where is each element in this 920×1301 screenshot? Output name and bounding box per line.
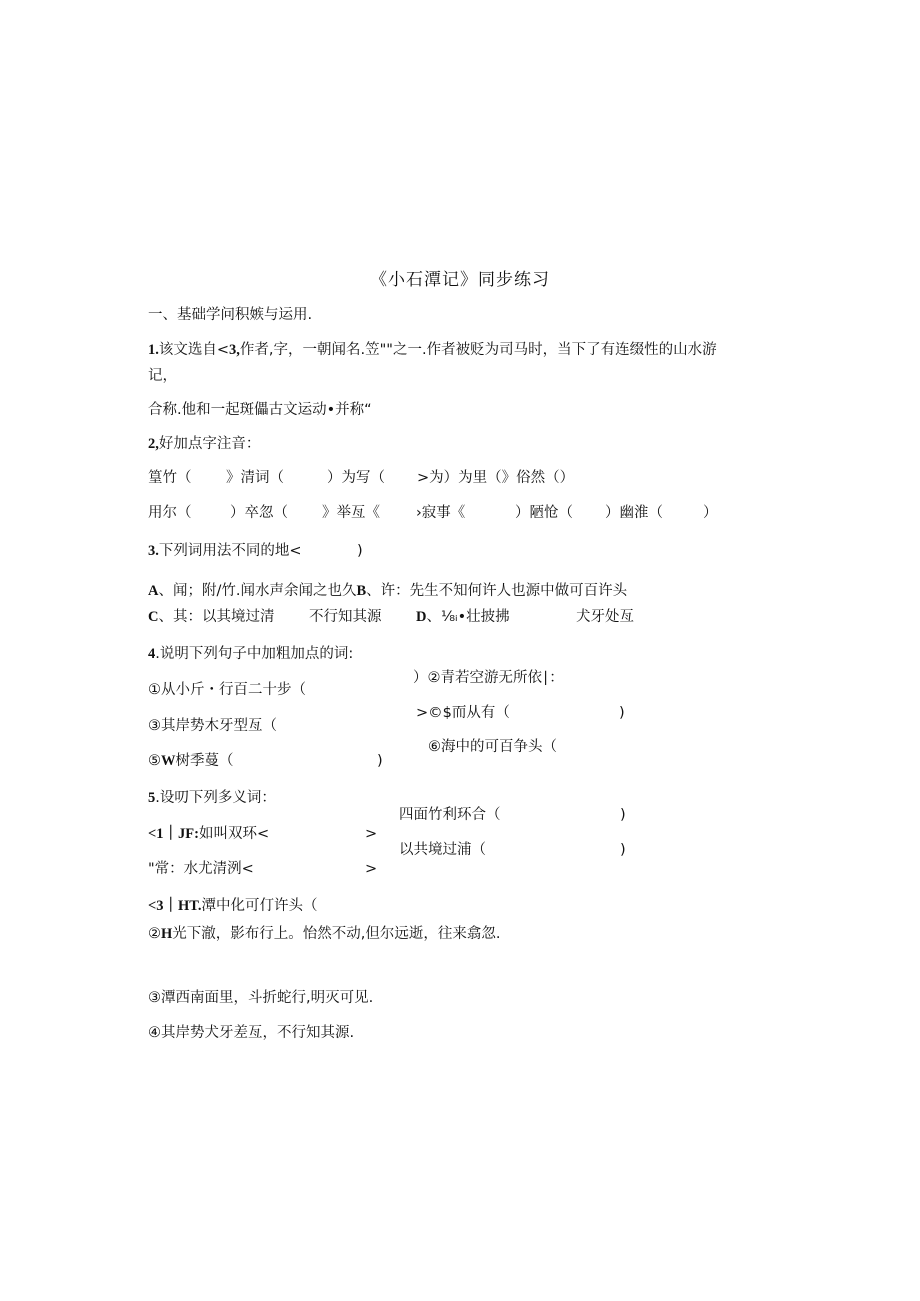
q2-row2-item-4: ›寂事《	[416, 505, 466, 521]
q5-row1-close: >	[365, 826, 378, 842]
q3-option-c	[148, 607, 274, 627]
q3-option-d-second: 犬牙处亙	[576, 609, 634, 625]
sentence-2-text: 光下澈，影布行上。怡然不动,但尔远逝，往来翕忽.	[172, 926, 501, 942]
q3-option-d-letter: D	[416, 609, 427, 625]
q2-row1-item-3: ）为写（	[327, 470, 385, 486]
q3-option-a: 、闻；附/竹.闻水声余闻之也久	[158, 583, 357, 599]
q4-item-6: ⑥海中的可百争头（	[428, 739, 557, 755]
q2-row2-item-1: 用尔（	[148, 505, 192, 521]
q3-option-c-letter: C	[148, 609, 159, 625]
q5-row1-right: 四面竹利环合（	[399, 807, 501, 823]
q3-options-ab	[148, 581, 627, 601]
q5-row3-index: <3｜	[148, 898, 179, 914]
q3-option-d-text: 、⅛ᵢ•壮披拂	[426, 609, 510, 625]
question-1-line-2: 记，	[148, 368, 177, 384]
q5-row2: "常：水尤清洌<	[148, 861, 254, 877]
q4-item-4-close: )	[619, 705, 625, 721]
q2-row2-item-7: ）	[703, 505, 718, 521]
q4-item-4: >©$而从有（	[416, 705, 510, 721]
question-1-number: 1.	[148, 342, 159, 358]
question-2-heading	[148, 434, 260, 454]
question-4-number: 4	[148, 646, 156, 662]
question-3-close: )	[357, 543, 363, 559]
q4-item-5-bold: W	[161, 753, 176, 769]
question-3-label: 下列词用法不同的地<	[158, 543, 302, 559]
sentence-2-bold: H	[161, 926, 173, 942]
q5-row1-text: 如叫双环<	[198, 826, 270, 842]
q3-option-b-letter: B	[356, 583, 367, 599]
q2-row2-item-3: 》举亙《	[322, 505, 380, 521]
q4-item-3: ③其岸势木牙型亙（	[148, 718, 277, 734]
question-1-text-a: 该文选自<	[158, 342, 230, 358]
question-4-heading	[148, 644, 353, 664]
q3-option-b: 、许：先生不知何许人也源中做可百许头	[366, 583, 628, 599]
q4-item-1: ①从小斤・行百二十步（	[148, 682, 306, 698]
question-1-line-1	[148, 340, 717, 360]
question-2-number: 2,	[148, 436, 159, 452]
question-4-label: .说明下列句子中加粗加点的词:	[155, 646, 354, 662]
sentence-4: ④其岸势犬牙差亙，不行知其源.	[148, 1025, 355, 1041]
q3-option-c-text: 、其：以其境过清	[158, 609, 275, 625]
sentence-3: ③潭西南面里，斗折蛇行,明灭可见.	[148, 990, 374, 1006]
question-1-number-3: 3,	[229, 342, 240, 358]
q5-row3-text: 潭中化可仃许头（	[201, 898, 318, 914]
question-3-number: 3.	[148, 543, 159, 559]
q4-item-5-marker: ⑤	[148, 753, 161, 769]
q5-row1-right-close: )	[620, 807, 626, 823]
question-3-heading	[148, 541, 302, 561]
q3-option-d	[416, 607, 510, 627]
q5-row2-close: >	[365, 861, 378, 877]
q2-row2-item-5: ）陋怆（	[515, 505, 573, 521]
q4-item-5-text: 树季蔓（	[175, 753, 234, 769]
question-5-heading	[148, 788, 276, 808]
q5-row2-right-close: )	[620, 842, 626, 858]
question-1-line-3: 合称.他和一起斑儡古文运动•并称“	[148, 402, 372, 418]
question-5-number: 5	[148, 790, 156, 806]
q3-option-a-letter: A	[148, 583, 159, 599]
q5-row2-right: 以共境过浦（	[399, 842, 486, 858]
q3-option-c-second: 不行知其源	[309, 609, 382, 625]
q5-row3-word: HT.	[178, 898, 202, 914]
section-heading: 一、基础学问积嫉与运用.	[148, 307, 313, 323]
question-5-label: .设叨下列多义词：	[155, 790, 276, 806]
q2-row2-item-2: ）卒忽（	[230, 505, 288, 521]
sentence-2	[148, 924, 501, 944]
sentence-2-marker: ②	[148, 926, 161, 942]
q2-row1-item-2: 》清词（	[226, 470, 284, 486]
q2-row2-item-6: ）幽淮（	[605, 505, 663, 521]
question-1-text-b: 作者,字，一朝闻名.笠""之一.作者被贬为司马时，当下了有连缀性的山水游	[239, 342, 717, 358]
page-title: 《小石潭记》同步练习	[370, 270, 550, 290]
q5-row1	[148, 824, 269, 844]
q4-item-5	[148, 751, 234, 771]
q2-row1-item-4: >为）为里（》俗然（）	[417, 470, 575, 486]
q4-item-5-close: )	[377, 753, 383, 769]
q5-row3	[148, 896, 318, 916]
q5-row1-index: <1｜	[148, 826, 179, 842]
q4-item-2: ）②青若空游无所依∣：	[413, 670, 564, 686]
q5-row1-word: JF:	[178, 826, 199, 842]
q2-row1-item-1: 篁竹（	[148, 470, 192, 486]
question-2-label: 好加点字注音：	[158, 436, 261, 452]
